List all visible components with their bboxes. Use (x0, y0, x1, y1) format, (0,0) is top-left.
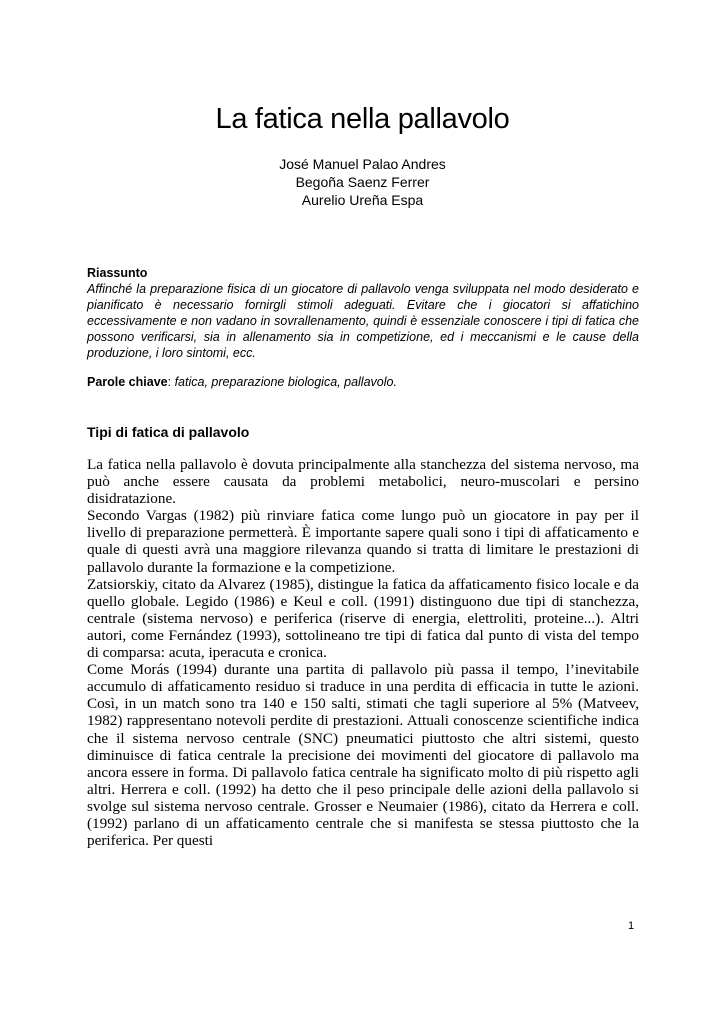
author-name: José Manuel Palao Andres (279, 156, 446, 172)
body-paragraph: Come Morás (1994) durante una partita di pallavolo più passa il tempo, l’inevitabile accumulo di affaticamento residuo si traduce in una perdita di efficacia in tutte le azioni. Così, in un match sono tra 140 e 150 salti, stimati che tagli superiore al 5% (Matveev, 1982) rappresentano notevoli perdite di prestazioni. Attuali conoscenze scientifiche indica che il sistema nervoso centrale (SNC) pneumatici piuttosto che altri sistemi, questo diminuisce di fatica centrale la precisione dei movimenti del giocatore di pallavolo ma ancora essere in forma. Di pallavolo fatica centrale ha significato molto di più rispetto agli altri. Herrera e coll. (1992) ha detto che il peso principale delle azioni della pallavolo si svolge sul sistema nervoso centrale. Grosser e Neumaier (1986), citato da Herrera e coll. (1992) parlano di un affaticamento centrale che si manifesta se stessa piuttosto che la periferica. Per questi (87, 661, 639, 850)
author-name: Aurelio Ureña Espa (301, 192, 424, 208)
keywords-line (87, 374, 639, 390)
page-number: 1 (628, 920, 635, 932)
keywords-label: Parole chiave (87, 375, 168, 389)
keywords-separator: : (167, 375, 175, 389)
section-heading: Tipi di fatica di pallavolo (87, 424, 250, 440)
body-paragraph: La fatica nella pallavolo è dovuta principalmente alla stanchezza del sistema nervoso, ma può anche essere causata da problemi metabolici, neuro-muscolari e persino disidratazione. (87, 456, 639, 508)
body-paragraph: Secondo Vargas (1982) più rinviare fatica come lungo può un giocatore in pay per il livello di preparazione permetterà. È importante sapere quali sono i tipi di affaticamento e quale di questi avrà una maggiore rilevanza quando si tratta di limitare le prestazioni di pallavolo durante la formazione e la competizione. (87, 507, 639, 576)
body-paragraph: Zatsiorskiy, citato da Alvarez (1985), distingue la fatica da affaticamento fisico locale e da quello globale. Legido (1986) e Keul e coll. (1991) distinguono due tipi di stanchezza, centrale (sistema nervoso) e periferica (riserve di energia, elettroliti, proteine...). Altri autori, come Fernández (1993), sottolineano tre tipi di fatica dal punto di vista del tempo di comparsa: acuta, iperacuta e cronica. (87, 575, 639, 662)
keywords-value: fatica, preparazione biologica, pallavolo. (174, 375, 397, 389)
section-body (87, 456, 639, 849)
document-title: La fatica nella pallavolo (215, 103, 510, 135)
abstract-text: Affinché la preparazione fisica di un giocatore di pallavolo venga sviluppata nel modo desiderato e pianificato è necessario fornirgli stimoli adeguati. Evitare che i giocatori si affatichino eccessivamente e non vadano in sovrallenamento, quindi è essenziale conoscere i tipi di fatica che possono verificarsi, sia in allenamento sia in competizione, ed i meccanismi e le cause della produzione, i loro sintomi, ecc. (87, 282, 639, 360)
author-list (0, 155, 725, 209)
abstract-heading: Riassunto (87, 266, 148, 280)
author-name: Begoña Saenz Ferrer (295, 174, 430, 190)
